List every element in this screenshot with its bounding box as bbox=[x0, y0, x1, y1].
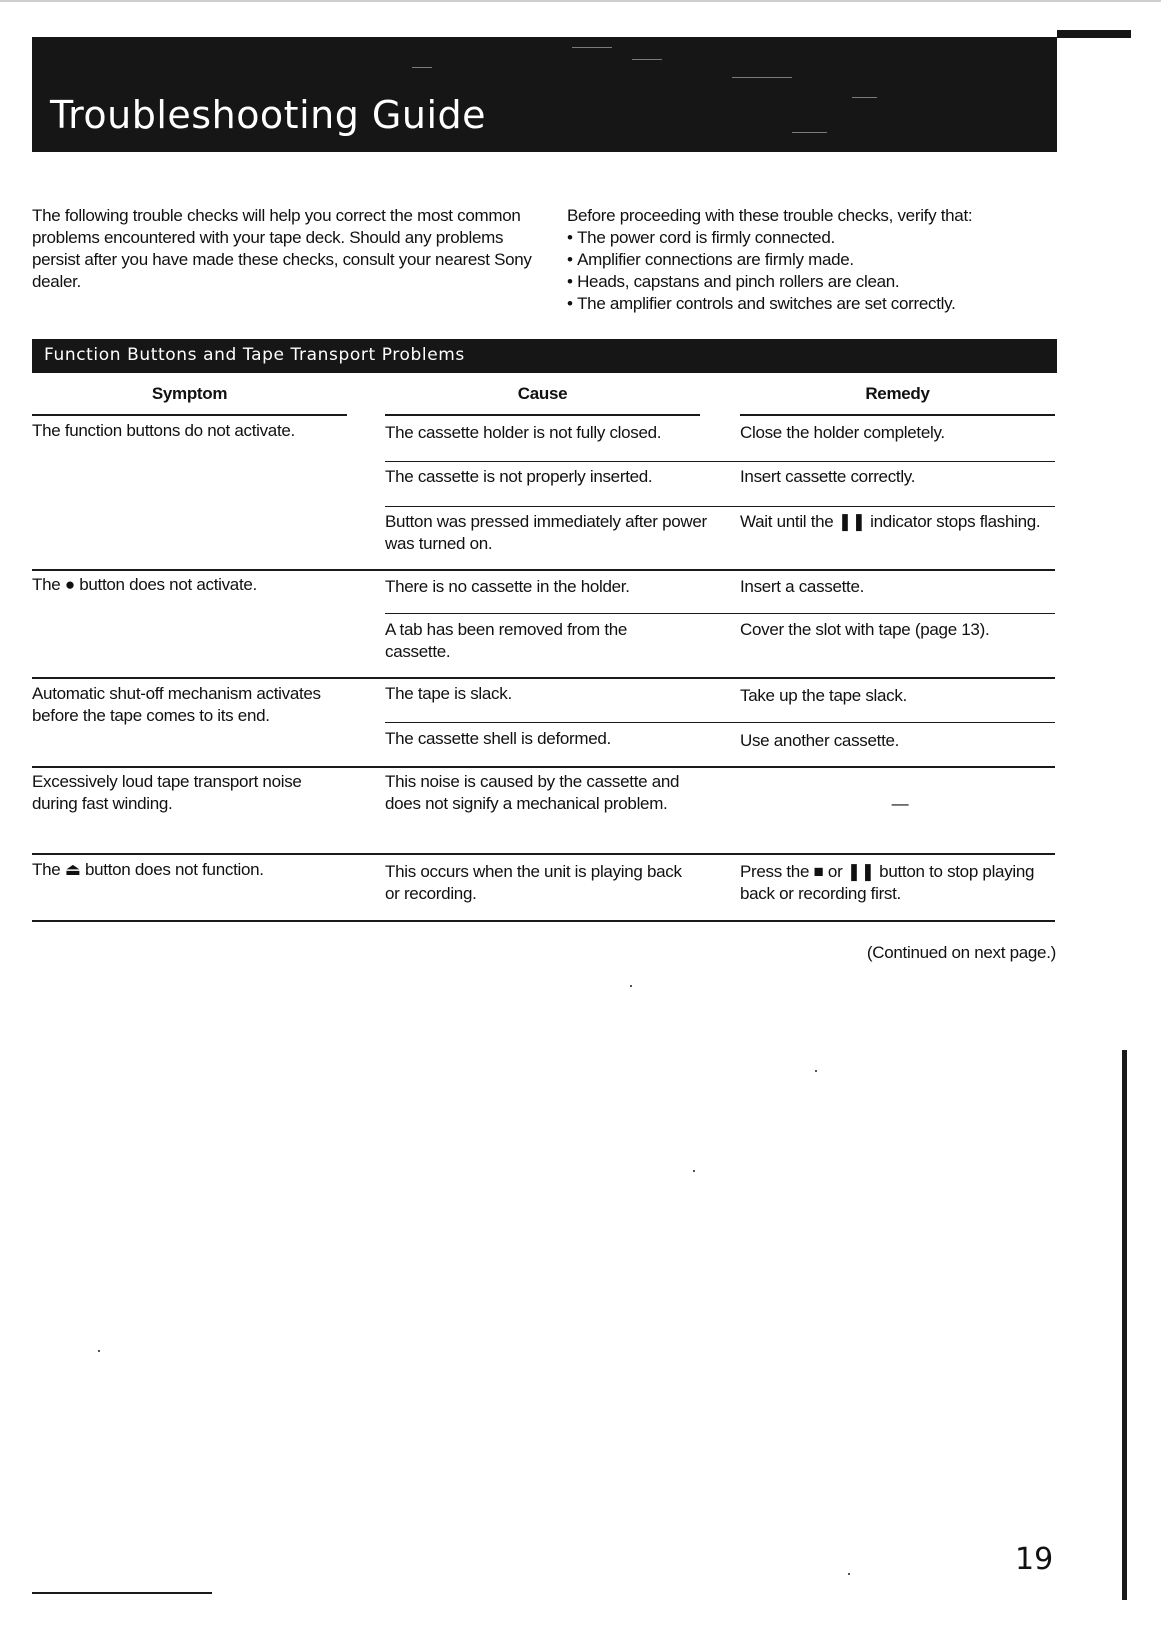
top-rule bbox=[0, 0, 1161, 2]
print-speckle bbox=[792, 132, 827, 133]
column-header-cause: Cause bbox=[517, 384, 568, 403]
title-bar bbox=[32, 37, 1057, 152]
row-rule bbox=[32, 569, 1055, 571]
symptom-cell: The ⏏ button does not function. bbox=[32, 860, 264, 879]
binding-edge bbox=[1122, 1050, 1127, 1600]
cause-cell: The tape is slack. bbox=[385, 684, 512, 703]
cause-cell: The cassette is not properly inserted. bbox=[385, 467, 653, 486]
print-speckle bbox=[732, 77, 792, 78]
sub-row-rule bbox=[385, 461, 1055, 462]
column-header-remedy: Remedy bbox=[865, 384, 930, 403]
header-rule bbox=[385, 414, 700, 416]
remedy-cell: Insert cassette correctly. bbox=[740, 467, 916, 486]
intro-checks-lead: Before proceeding with these trouble checks, verify that: bbox=[567, 206, 973, 225]
cause-cell: Button was pressed immediately after power was turned on. bbox=[385, 512, 707, 553]
remedy-cell: Wait until the ❚❚ indicator stops flashing. bbox=[740, 512, 1041, 531]
continued-note: (Continued on next page.) bbox=[866, 943, 1056, 962]
sub-row-rule bbox=[385, 613, 1055, 614]
row-rule bbox=[32, 677, 1055, 679]
intro-right bbox=[567, 205, 1047, 315]
pre-check-list bbox=[567, 227, 1047, 315]
remedy-cell: Insert a cassette. bbox=[740, 577, 865, 596]
pre-check-item: • Heads, capstans and pinch rollers are clean. bbox=[567, 271, 1047, 293]
print-speckle bbox=[572, 47, 612, 48]
symptom-cell: The ● button does not activate. bbox=[32, 575, 257, 594]
cause-cell: A tab has been removed from the cassette. bbox=[385, 620, 628, 661]
remedy-cell: Close the holder completely. bbox=[740, 423, 945, 442]
scan-speck bbox=[630, 985, 632, 987]
scan-speck bbox=[848, 1573, 850, 1575]
sub-row-rule bbox=[385, 722, 1055, 723]
header-rule bbox=[32, 414, 347, 416]
remedy-cell: Use another cassette. bbox=[740, 731, 900, 750]
page-title: Troubleshooting Guide bbox=[50, 93, 487, 137]
row-rule bbox=[32, 853, 1055, 855]
section-title: Function Buttons and Tape Transport Problems bbox=[44, 345, 465, 365]
remedy-cell: Take up the tape slack. bbox=[740, 686, 907, 705]
symptom-cell: Excessively loud tape transport noise during fast winding. bbox=[32, 772, 302, 813]
remedy-cell: Cover the slot with tape (page 13). bbox=[740, 620, 990, 639]
print-speckle bbox=[412, 67, 432, 68]
remedy-cell: — bbox=[891, 794, 909, 813]
symptom-cell: The function buttons do not activate. bbox=[32, 421, 295, 440]
scan-speck bbox=[98, 1350, 100, 1352]
symptom-cell: Automatic shut-off mechanism activates before the tape comes to its end. bbox=[32, 684, 321, 725]
print-speckle bbox=[632, 59, 662, 60]
cause-cell: This noise is caused by the cassette and does not signify a mechanical problem. bbox=[385, 772, 680, 813]
page-number: 19 bbox=[1015, 1542, 1054, 1577]
scan-speck bbox=[815, 1070, 817, 1072]
bottom-rule bbox=[32, 1592, 212, 1594]
pre-check-item: • The power cord is firmly connected. bbox=[567, 227, 1047, 249]
scan-speck bbox=[693, 1170, 695, 1172]
cause-cell: The cassette holder is not fully closed. bbox=[385, 423, 662, 442]
title-bar-extension bbox=[1057, 30, 1131, 38]
print-speckle bbox=[852, 97, 877, 98]
row-rule bbox=[32, 766, 1055, 768]
pre-check-item: • The amplifier controls and switches are set correctly. bbox=[567, 293, 1047, 315]
table-bottom-rule bbox=[32, 920, 1055, 922]
intro-left bbox=[32, 205, 552, 293]
remedy-cell: Press the ■ or ❚❚ button to stop playing back or recording first. bbox=[740, 862, 1035, 903]
sub-row-rule bbox=[385, 506, 1055, 507]
column-header-symptom: Symptom bbox=[151, 384, 228, 403]
section-bar bbox=[32, 339, 1057, 373]
pre-check-item: • Amplifier connections are firmly made. bbox=[567, 249, 1047, 271]
cause-cell: There is no cassette in the holder. bbox=[385, 577, 630, 596]
cause-cell: This occurs when the unit is playing back or recording. bbox=[385, 862, 682, 903]
header-rule bbox=[740, 414, 1055, 416]
cause-cell: The cassette shell is deformed. bbox=[385, 729, 611, 748]
intro-paragraph: The following trouble checks will help you correct the most common problems encountered with your tape deck. Should any problems persist after you have made these checks, consult your nearest Sony dealer. bbox=[32, 206, 532, 291]
